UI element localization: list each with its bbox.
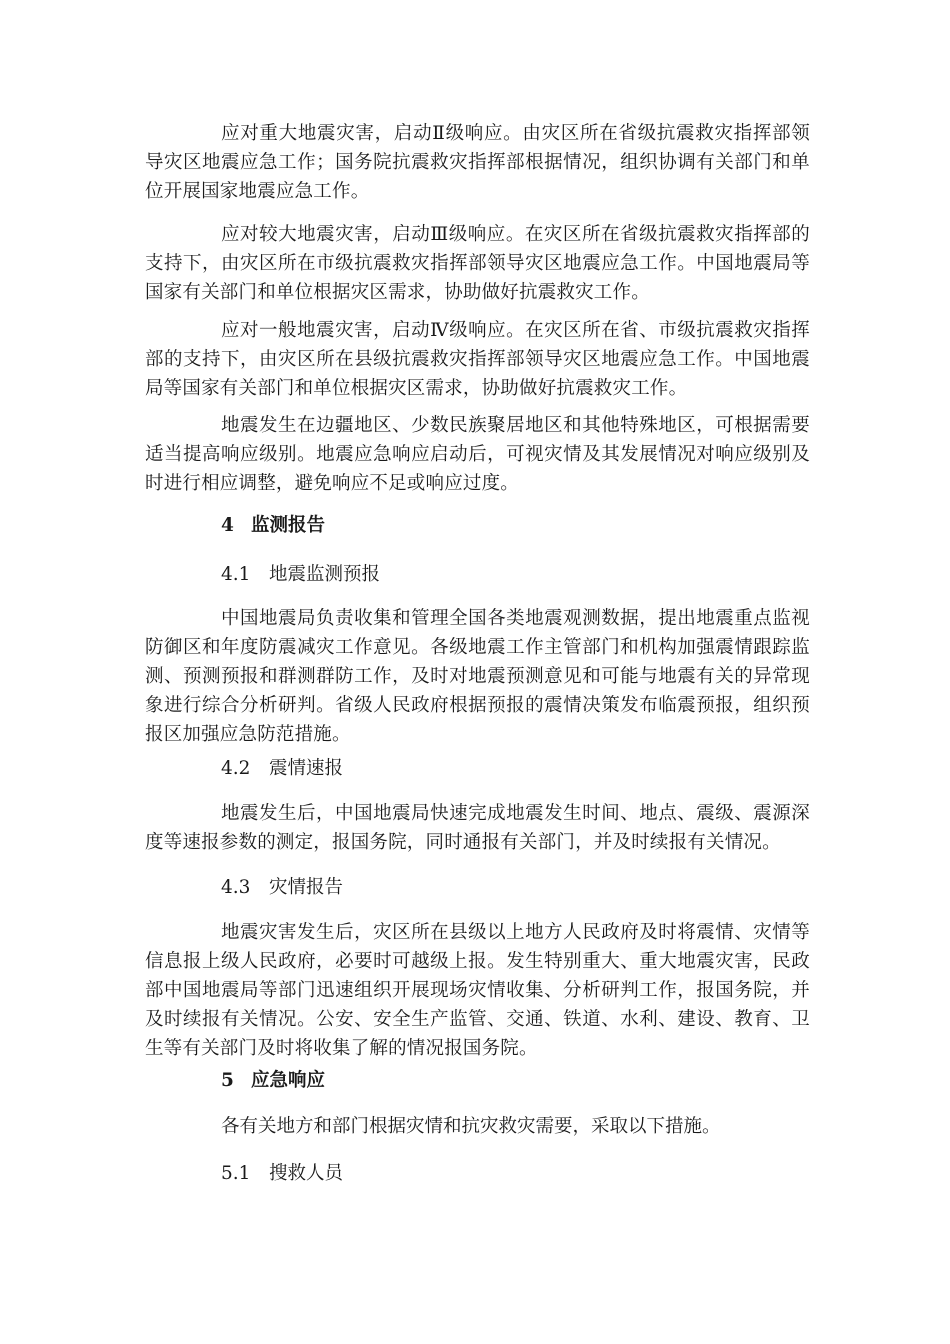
paragraph-level-2-response: 应对重大地震灾害，启动Ⅱ级响应。由灾区所在省级抗震救灾指挥部领导灾区地震应急工作；国务院抗震救灾指挥部根据情况，组织协调有关部门和单位开展国家地震应急工作。 — [145, 123, 810, 202]
paragraph-level-4-response: 应对一般地震灾害，启动Ⅳ级响应。在灾区所在省、市级抗震救灾指挥部的支持下，由灾区所在县级抗震救灾指挥部领导灾区地震应急工作。中国地震局等国家有关部门和单位根据灾区需求，协助做好抗震救灾工作。 — [145, 320, 810, 399]
paragraph-quick-report: 地震发生后，中国地震局快速完成地震发生时间、地点、震级、震源深度等速报参数的测定，报国务院，同时通报有关部门，并及时续报有关情况。 — [145, 803, 810, 853]
section-title: 震情速报 — [269, 758, 344, 779]
section-heading-4-2 — [221, 754, 343, 783]
paragraph-special-regions: 地震发生在边疆地区、少数民族聚居地区和其他特殊地区，可根据需要适当提高响应级别。地震应急响应启动后，可视灾情及其发展情况对响应级别及时进行相应调整，避免响应不足或响应过度。 — [145, 415, 810, 494]
paragraph-monitoring-forecast: 中国地震局负责收集和管理全国各类地震观测数据，提出地震重点监视防御区和年度防震减灾工作意见。各级地震工作主管部门和机构加强震情跟踪监测、预测预报和群测群防工作，及时对地震预测意见和可能与地震有关的异常现象进行综合分析研判。省级人民政府根据预报的震情决策发布临震预报，组织预报区加强应急防范措施。 — [145, 608, 810, 745]
paragraph-disaster-report: 地震灾害发生后，灾区所在县级以上地方人民政府及时将震情、灾情等信息报上级人民政府，必要时可越级上报。发生特别重大、重大地震灾害，民政部中国地震局等部门迅速组织开展现场灾情收集、分析研判工作，报国务院，并及时续报有关情况。公安、安全生产监管、交通、铁道、水利、建设、教育、卫生等有关部门及时将收集了解的情况报国务院。 — [145, 922, 810, 1059]
section-heading-4 — [221, 511, 325, 540]
section-number: 4.3 — [221, 877, 251, 898]
paragraph-level-3-response: 应对较大地震灾害，启动Ⅲ级响应。在灾区所在省级抗震救灾指挥部的支持下，由灾区所在市级抗震救灾指挥部领导灾区地震应急工作。中国地震局等国家有关部门和单位根据灾区需求，协助做好抗震救灾工作。 — [145, 224, 810, 303]
section-number: 4.2 — [221, 758, 251, 779]
section-title: 应急响应 — [251, 1070, 326, 1091]
section-number: 5.1 — [221, 1163, 251, 1184]
section-heading-4-1 — [221, 560, 380, 589]
section-title: 监测报告 — [251, 515, 326, 536]
section-title: 搜救人员 — [269, 1163, 344, 1184]
section-title: 灾情报告 — [269, 877, 344, 898]
section-title: 地震监测预报 — [269, 564, 381, 585]
section-heading-5 — [221, 1066, 325, 1095]
paragraph-measures-intro: 各有关地方和部门根据灾情和抗灾救灾需要，采取以下措施。 — [221, 1116, 721, 1137]
section-number: 5 — [221, 1070, 234, 1091]
section-heading-5-1 — [221, 1159, 343, 1188]
section-heading-4-3 — [221, 873, 343, 902]
section-number: 4.1 — [221, 564, 251, 585]
section-number: 4 — [221, 515, 234, 536]
